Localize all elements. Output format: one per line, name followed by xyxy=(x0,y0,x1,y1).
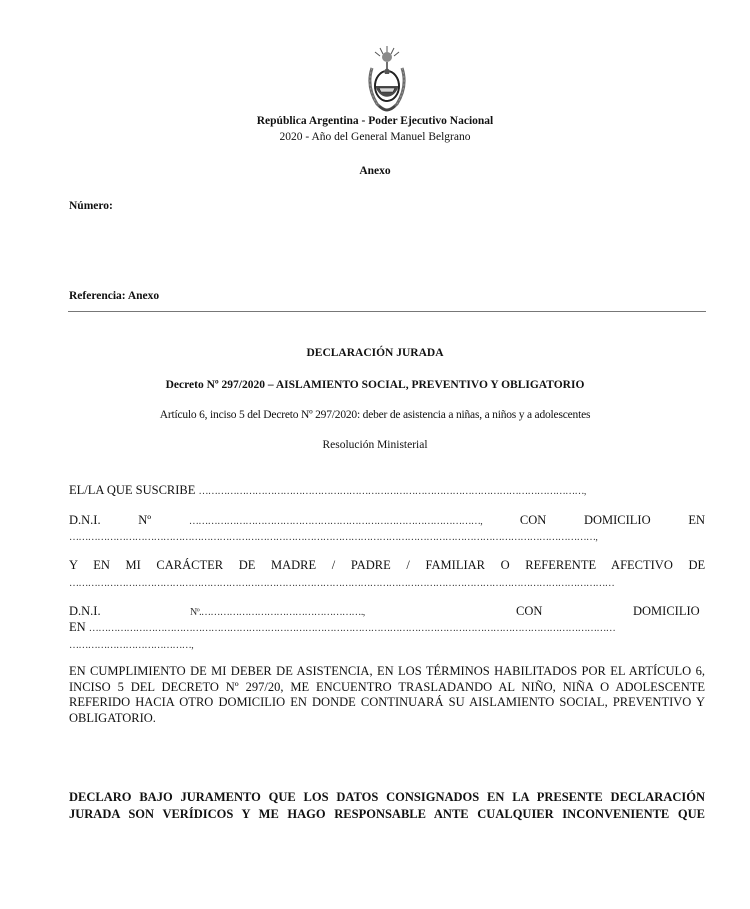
oath-line: DECLARO BAJO JURAMENTO QUE LOS DATOS CONSIGNADOS EN LA PRESENTE DECLARACIÓN xyxy=(69,790,705,804)
en2-label: EN xyxy=(69,620,86,634)
dni2-number-field[interactable] xyxy=(190,604,365,619)
domicilio-label: DOMICILIO xyxy=(583,513,651,527)
subscriber-label: EL/LA QUE SUSCRIBE xyxy=(69,483,196,497)
role-word: PADRE xyxy=(350,558,391,572)
dni2-label: D.N.I. xyxy=(69,604,101,618)
role-word: DE xyxy=(688,558,706,572)
oath-paragraph xyxy=(69,789,705,822)
compliance-line: EN CUMPLIMIENTO DE MI DEBER DE ASISTENCIA, EN LOS TÉRMINOS HABILITADOS POR EL ARTÍCULO 6, xyxy=(69,664,705,678)
subscriber-line xyxy=(69,483,586,498)
address-blank[interactable]: ……………………………………………………………………………………………………………………………………………………, xyxy=(69,532,598,543)
dni-number-label: Nº xyxy=(138,513,152,527)
role-blank[interactable]: ………………………………………………………………………………………………………………………………………………………… xyxy=(69,578,615,589)
en-label: EN xyxy=(688,513,705,527)
role-word: EN xyxy=(93,558,110,572)
address2-blank[interactable]: …………………………………………………………………………………………………………………………………………………… xyxy=(88,623,616,634)
role-word: CARÁCTER xyxy=(156,558,224,572)
header-year-line: 2020 - Año del General Manuel Belgrano xyxy=(279,131,471,143)
dni2-blank[interactable]: Nº.……………………………………………., xyxy=(190,607,365,618)
annex-label: Anexo xyxy=(359,165,391,177)
resolution-line: Resolución Ministerial xyxy=(322,439,428,451)
role-word: Y xyxy=(69,558,78,572)
header-government-line: República Argentina - Poder Ejecutivo Nacional xyxy=(256,115,494,127)
subscriber-blank[interactable]: ……………………………………………………………………………………………………………, xyxy=(198,486,586,497)
role-word: MI xyxy=(125,558,141,572)
con2-label: CON xyxy=(516,604,543,618)
role-word: / xyxy=(406,558,410,572)
role-word: DE xyxy=(238,558,256,572)
decree-line: Decreto Nº 297/2020 – AISLAMIENTO SOCIAL, PREVENTIVO Y OBLIGATORIO xyxy=(165,379,585,391)
role-word: MADRE xyxy=(271,558,317,572)
compliance-line: REFERIDO HACIA OTRO DOMICILIO EN DONDE CONTINUARÁ SU AISLAMIENTO SOCIAL, PREVENTIVO Y xyxy=(69,695,705,709)
dni-line xyxy=(69,513,705,528)
compliance-line: INCISO 5 DEL DECRETO Nº 297/20, ME ENCUENTRO TRASLADANDO AL NIÑO, NIÑA O ADOLESCENTE xyxy=(69,679,705,694)
oath-line: JURADA SON VERÍDICOS Y ME HAGO RESPONSABLE ANTE CUALQUIER INCONVENIENTE QUE xyxy=(69,806,705,821)
document-title: DECLARACIÓN JURADA xyxy=(306,347,444,359)
domicilio2-label: DOMICILIO xyxy=(633,604,700,618)
address2-tail-blank[interactable]: …………………………………, xyxy=(69,640,194,651)
dni-blank[interactable]: …………………………………………………………………………………, xyxy=(188,516,483,527)
role-word: REFERENTE xyxy=(525,558,597,572)
reference-label: Referencia: Anexo xyxy=(69,290,160,302)
role-word: FAMILIAR xyxy=(425,558,485,572)
address2-tail-line xyxy=(69,637,193,652)
article-line: Artículo 6, inciso 5 del Decreto Nº 297/2020: deber de asistencia a niñas, a niños y a adolescentes xyxy=(159,409,591,421)
compliance-line: OBLIGATORIO. xyxy=(69,710,156,725)
dni-label: D.N.I. xyxy=(69,513,101,527)
role-word: / xyxy=(331,558,336,572)
number-label: Número: xyxy=(69,200,113,212)
con-label: CON xyxy=(519,513,547,527)
separator-line xyxy=(68,311,706,312)
role-line xyxy=(69,558,705,573)
address-line xyxy=(69,529,597,544)
address2-line xyxy=(69,620,615,635)
compliance-paragraph xyxy=(69,664,705,726)
coat-of-arms-icon xyxy=(363,44,411,118)
role-blank-line xyxy=(69,575,614,590)
role-word: O xyxy=(500,558,510,572)
role-word: AFECTIVO xyxy=(611,558,673,572)
